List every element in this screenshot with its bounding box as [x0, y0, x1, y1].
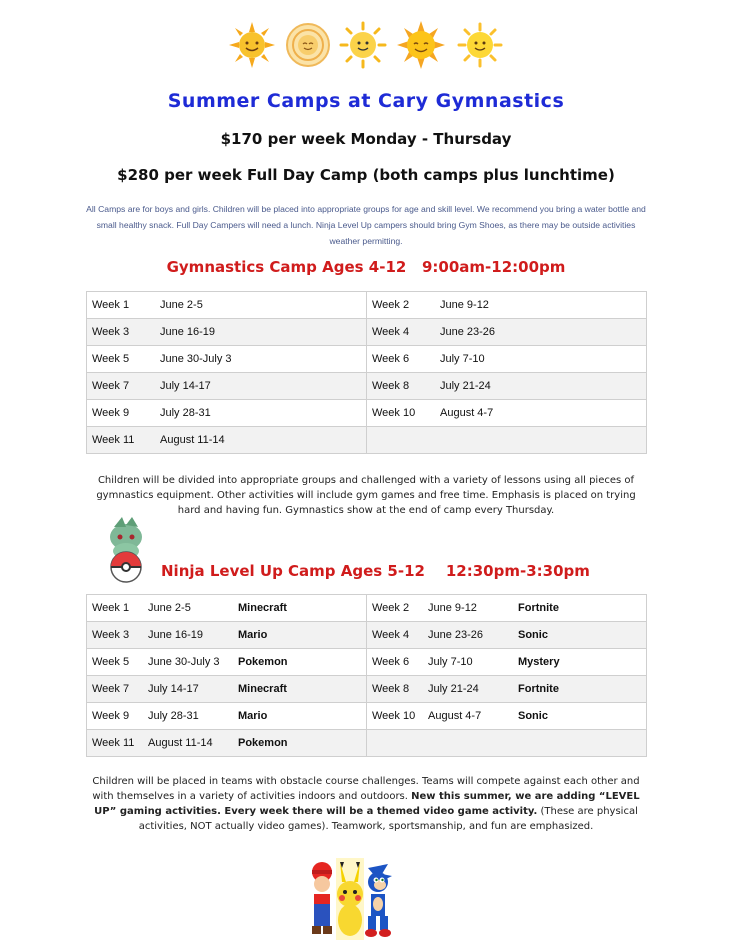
- week-label: Week 5: [92, 353, 130, 365]
- schedule-cell: [367, 319, 647, 346]
- schedule-cell: [367, 730, 647, 757]
- week-label: Week 11: [92, 434, 135, 446]
- schedule-cell: [87, 676, 367, 703]
- week-label: Week 8: [372, 683, 410, 695]
- ninja-description-part2: (These are physical activities, NOT actually video games). Teamwork, sportsmanship, and fun are emphasized.: [138, 806, 638, 832]
- week-theme: Minecraft: [238, 683, 287, 695]
- week-label: Week 1: [92, 299, 130, 311]
- table-row: [87, 730, 647, 757]
- schedule-cell: [367, 703, 647, 730]
- week-label: Week 11: [92, 737, 135, 749]
- table-row: [87, 427, 647, 454]
- week-label: Week 6: [372, 656, 410, 668]
- week-theme: Minecraft: [238, 602, 287, 614]
- week-dates: July 21-24: [428, 683, 479, 695]
- week-dates: June 16-19: [160, 326, 216, 338]
- week-theme: Fortnite: [518, 602, 559, 614]
- week-theme: Mario: [238, 710, 268, 722]
- table-row: [87, 649, 647, 676]
- week-label: Week 4: [372, 326, 410, 338]
- schedule-cell: [367, 595, 647, 622]
- ninja-description-part1: Children will be placed in teams with obstacle course challenges. Teams will compete against each other and with themselves in a variety of activities indoors and outdoors.: [92, 776, 640, 802]
- week-label: Week 7: [92, 683, 130, 695]
- week-theme: Fortnite: [518, 683, 559, 695]
- week-theme: Pokemon: [238, 656, 288, 668]
- week-theme: Pokemon: [238, 737, 288, 749]
- sun-row: [0, 20, 732, 76]
- week-label: Week 10: [372, 710, 416, 722]
- schedule-cell: [87, 319, 367, 346]
- table-row: [87, 676, 647, 703]
- week-label: Week 9: [92, 710, 130, 722]
- week-theme: Mario: [238, 629, 268, 641]
- table-row: [87, 595, 647, 622]
- sun-icon: [338, 20, 388, 70]
- table-row: [87, 292, 647, 319]
- week-label: Week 3: [92, 326, 130, 338]
- schedule-cell: [367, 427, 647, 454]
- schedule-cell: [87, 400, 367, 427]
- sun-icon: [394, 20, 448, 70]
- week-dates: June 2-5: [148, 602, 191, 614]
- schedule-cell: [87, 649, 367, 676]
- schedule-cell: [87, 622, 367, 649]
- week-label: Week 2: [372, 602, 410, 614]
- week-label: Week 7: [92, 380, 130, 392]
- schedule-cell: [367, 400, 647, 427]
- schedule-cell: [87, 373, 367, 400]
- schedule-cell: [87, 730, 367, 757]
- week-dates: July 28-31: [148, 710, 199, 722]
- schedule-cell: [87, 346, 367, 373]
- week-label: Week 2: [372, 299, 410, 311]
- week-dates: July 14-17: [160, 380, 211, 392]
- schedule-cell: [87, 292, 367, 319]
- table-row: [87, 373, 647, 400]
- week-label: Week 8: [372, 380, 410, 392]
- sun-icon: [227, 20, 277, 70]
- pokemon-icon: [98, 517, 154, 583]
- week-label: Week 3: [92, 629, 130, 641]
- ninja-schedule-table: [86, 594, 647, 757]
- table-row: [87, 622, 647, 649]
- week-dates: June 23-26: [440, 326, 496, 338]
- week-dates: June 23-26: [428, 629, 484, 641]
- week-theme: Mystery: [518, 656, 560, 668]
- week-dates: July 21-24: [440, 380, 491, 392]
- schedule-cell: [87, 703, 367, 730]
- schedule-cell: [87, 595, 367, 622]
- week-label: Week 4: [372, 629, 410, 641]
- week-dates: July 28-31: [160, 407, 211, 419]
- gymnastics-heading: Gymnastics Camp Ages 4-12 9:00am-12:00pm: [166, 258, 566, 276]
- table-row: [87, 703, 647, 730]
- full-day-price: $280 per week Full Day Camp (both camps plus lunchtime): [117, 166, 615, 184]
- week-theme: Sonic: [518, 710, 548, 722]
- game-characters-icon: [308, 858, 394, 940]
- week-dates: June 9-12: [440, 299, 489, 311]
- week-dates: August 11-14: [160, 434, 225, 446]
- ninja-description-bold: New this summer, we are adding “LEVEL UP” gaming activities. Every week there will be a themed video game activity.: [94, 791, 640, 817]
- week-theme: Sonic: [518, 629, 548, 641]
- week-dates: June 30-July 3: [148, 656, 220, 668]
- schedule-cell: [367, 373, 647, 400]
- ninja-description: [86, 774, 646, 834]
- table-row: [87, 400, 647, 427]
- week-label: Week 6: [372, 353, 410, 365]
- week-dates: July 7-10: [428, 656, 473, 668]
- weekly-price: $170 per week Monday - Thursday: [220, 130, 512, 148]
- schedule-cell: [367, 649, 647, 676]
- week-dates: June 2-5: [160, 299, 203, 311]
- week-dates: August 11-14: [148, 737, 213, 749]
- week-dates: June 9-12: [428, 602, 477, 614]
- intro-text: All Camps are for boys and girls. Children will be placed into appropriate groups for age and skill level. We recommend you bring a water bottle and small healthy snack. Full Day Campers will need a lunch. Ninja Level Up campers should bring Gym Shoes, as there may be outside activities weather permitting.: [86, 204, 646, 246]
- week-label: Week 5: [92, 656, 130, 668]
- week-dates: August 4-7: [428, 710, 482, 722]
- week-dates: July 14-17: [148, 683, 199, 695]
- week-label: Week 10: [372, 407, 416, 419]
- schedule-cell: [367, 676, 647, 703]
- schedule-cell: [367, 292, 647, 319]
- week-dates: June 30-July 3: [160, 353, 232, 365]
- week-label: Week 1: [92, 602, 130, 614]
- week-dates: August 4-7: [440, 407, 494, 419]
- gymnastics-schedule-table: [86, 291, 647, 454]
- week-label: Week 9: [92, 407, 130, 419]
- table-row: [87, 319, 647, 346]
- schedule-cell: [87, 427, 367, 454]
- sun-icon: [455, 20, 505, 70]
- schedule-cell: [367, 346, 647, 373]
- sun-icon: [284, 20, 332, 70]
- ninja-heading: Ninja Level Up Camp Ages 5-12 12:30pm-3:30pm: [161, 562, 590, 580]
- gymnastics-description: Children will be divided into appropriate groups and challenged with a variety of lessons using all pieces of gymnastics equipment. Other activities will include gym games and free time. Emphasis is placed on trying hard and having fun. Gymnastics show at the end of camp every Thursday.: [96, 475, 636, 516]
- week-dates: July 7-10: [440, 353, 485, 365]
- page-title: Summer Camps at Cary Gymnastics: [167, 90, 565, 112]
- schedule-cell: [367, 622, 647, 649]
- table-row: [87, 346, 647, 373]
- week-dates: June 16-19: [148, 629, 204, 641]
